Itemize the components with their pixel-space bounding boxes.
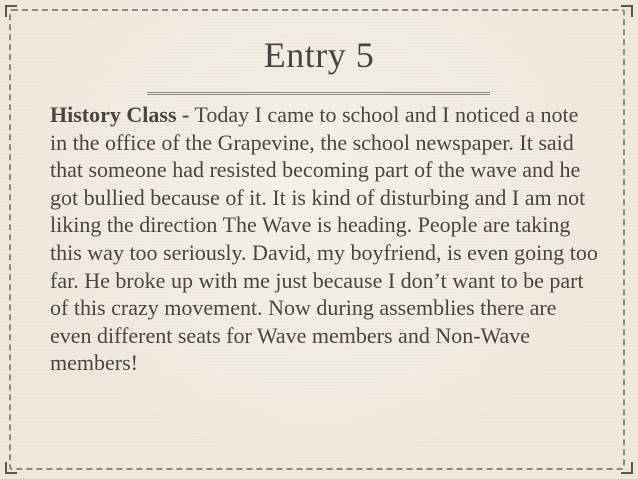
title-underline (147, 92, 490, 95)
entry-paragraph: Today I came to school and I noticed a note in the office of the Grapevine, the school newspaper. It said that someone had resisted becoming part of the wave and he got bullied because of it. It is kind of disturbing and I am not liking the direction The Wave is heading. People are taking this way too seriously. David, my boyfriend, is even going too far. He broke up with me just because I don’t want to be part of this crazy movement. Now during assemblies there are even different seats for Wave members and Non-Wave members! (50, 102, 598, 376)
journal-entry-text (50, 101, 598, 377)
entry-label: History Class - (50, 102, 190, 127)
corner-bracket-bottom-left (5, 462, 17, 474)
corner-bracket-top-left (5, 5, 17, 17)
slide-title: Entry 5 (263, 35, 375, 75)
corner-bracket-bottom-right (621, 462, 633, 474)
corner-bracket-top-right (621, 5, 633, 17)
